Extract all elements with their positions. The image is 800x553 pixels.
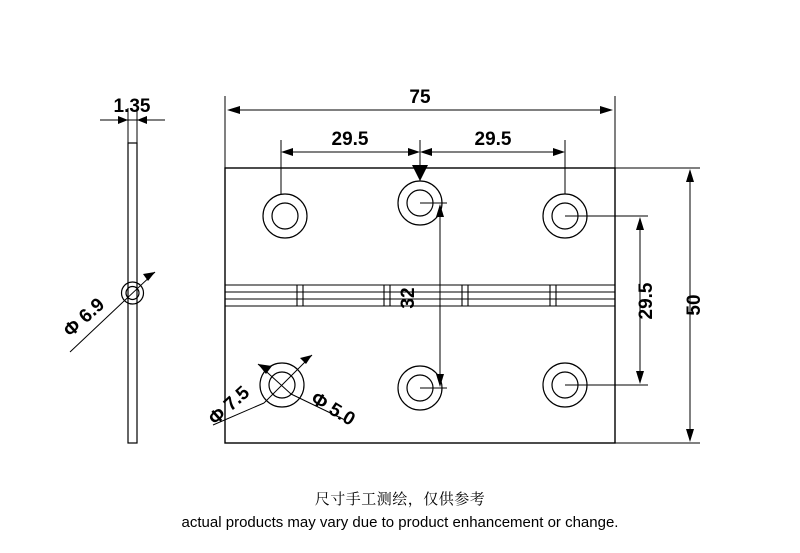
- dim-counterbore-diameter: Φ 7.5: [204, 382, 254, 430]
- dim-thickness: 1.35: [113, 96, 151, 117]
- dim-row-pitch-right: 29.5: [636, 282, 657, 320]
- dim-overall-width: 75: [409, 87, 431, 108]
- dim-row-pitch-inner: 32: [398, 287, 419, 309]
- dim-through-hole-diameter: Φ 5.0: [307, 388, 359, 431]
- dim-overall-height: 50: [684, 294, 705, 316]
- note-chinese: 尺寸手工测绘，仅供参考: [314, 491, 486, 508]
- dim-hole-spacing-left: 29.5: [331, 129, 369, 150]
- dim-side-hole-diameter: Φ 6.9: [59, 294, 109, 342]
- dim-hole-spacing-right: 29.5: [474, 129, 512, 150]
- note-english: actual products may vary due to product enhancement or change.: [181, 514, 619, 531]
